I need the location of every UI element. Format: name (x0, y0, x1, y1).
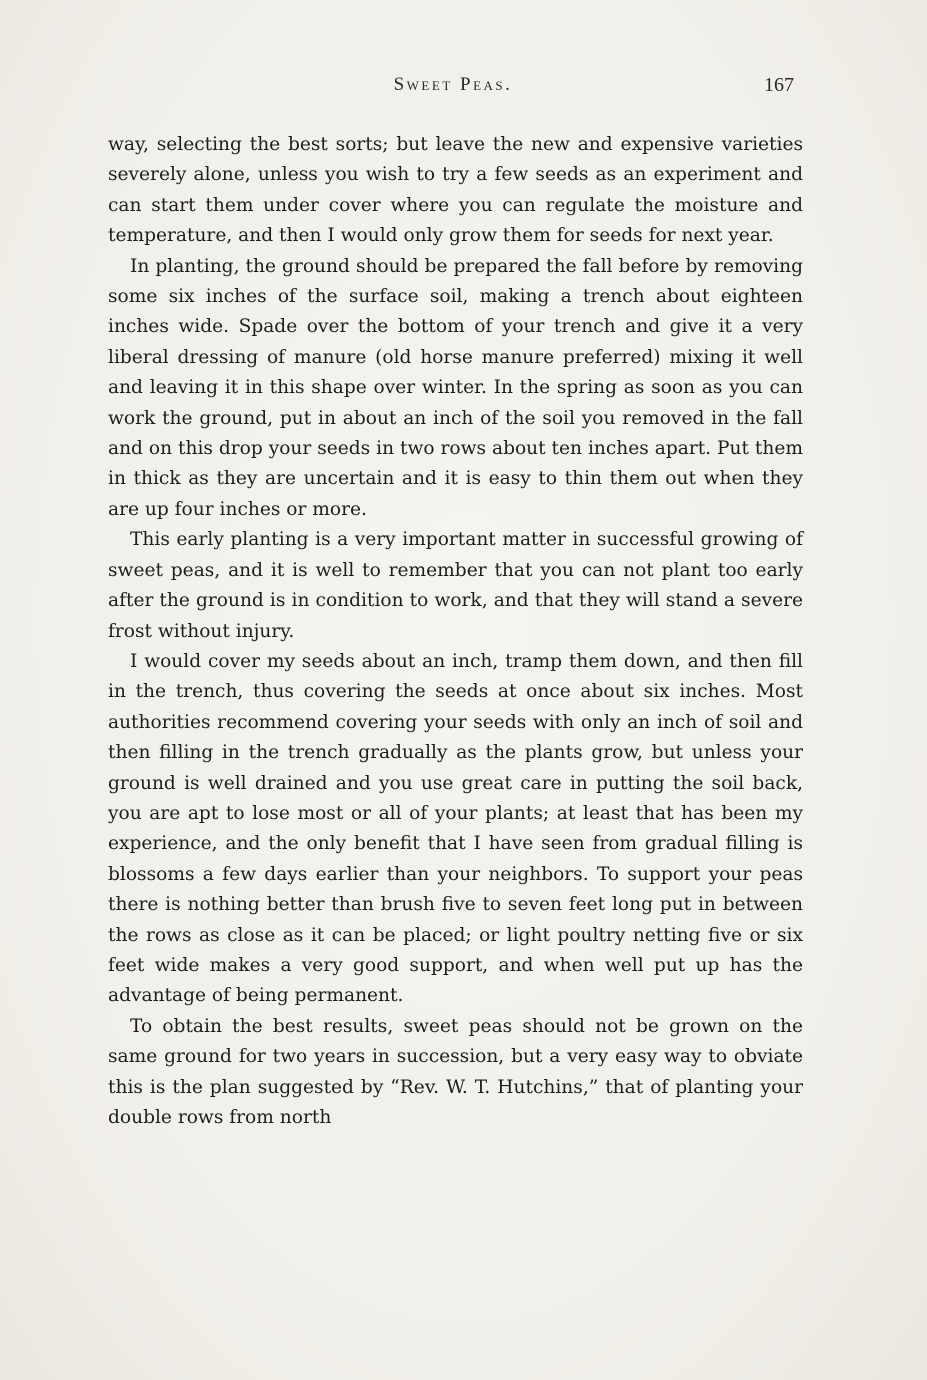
running-title: Sweet Peas. (393, 74, 513, 95)
body-text (108, 130, 803, 1133)
page-number: 167 (764, 74, 794, 96)
paragraph-1: way, selecting the best sorts; but leave the new and expensive varieties severely alone, unless you wish to try a few seeds as an experiment and can start them under cover where you can regulate the moisture and temperature, and then I would only grow them for seeds for next year. (108, 134, 803, 247)
page-header (108, 74, 798, 102)
paragraph-3: This early planting is a very important matter in successful growing of sweet peas, and it is well to remember that you can not plant too early after the ground is in condition to work, and that they will stand a severe frost without injury. (108, 529, 803, 642)
paragraph-5: To obtain the best results, sweet peas should not be grown on the same ground for two years in succession, but a very easy way to obviate this is the plan suggested by “Rev. W. T. Hutchins,” that of planting your double rows from north (108, 1015, 803, 1128)
paragraph-2: In planting, the ground should be prepared the fall before by removing some six inches of the surface soil, making a trench about eighteen inches wide. Spade over the bottom of your trench and give it a very liberal dressing of manure (old horse manure preferred) mixing it well and leaving it in this shape over winter. In the spring as soon as you can work the ground, put in about an inch of the soil you removed in the fall and on this drop your seeds in two rows about ten inches apart. Put them in thick as they are uncertain and it is easy to thin them out when they are up four inches or more. (108, 255, 803, 520)
paragraph-4: I would cover my seeds about an inch, tramp them down, and then fill in the trench, thus covering the seeds at once about six inches. Most authorities recommend covering your seeds with only an inch of soil and then filling in the trench gradually as the plants grow, but unless your ground is well drained and you use great care in putting the soil back, you are apt to lose most or all of your plants; at least that has been my experience, and the only benefit that I have seen from gradual filling is blossoms a few days earlier than your neighbors. To support your peas there is nothing better than brush five to seven feet long put in between the rows as close as it can be placed; or light poultry netting five or six feet wide makes a very good support, and when well put up has the advantage of being permanent. (108, 650, 803, 1007)
